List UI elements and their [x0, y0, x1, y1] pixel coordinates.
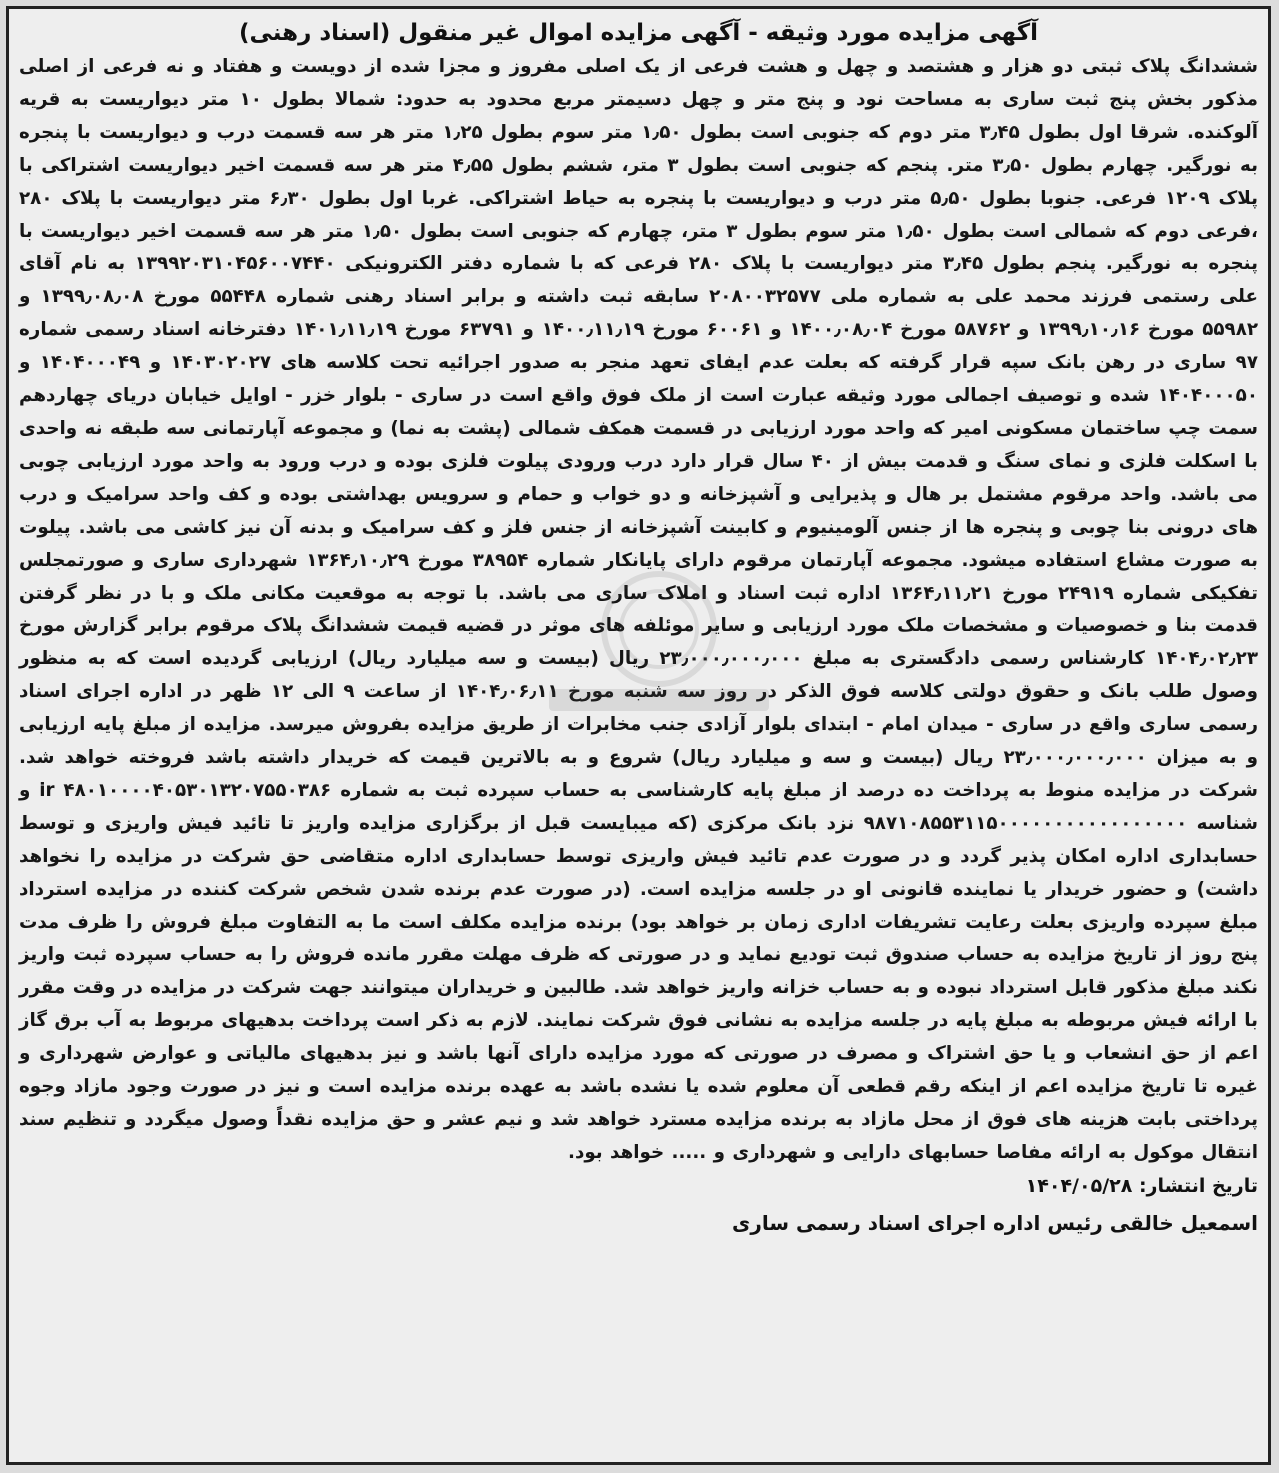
signature-line: اسمعیل خالقی رئیس اداره اجرای اسناد رسمی ساری [732, 1210, 1258, 1235]
notice-body: ششدانگ پلاک ثبتی دو هزار و هشتصد و چهل و هشت فرعی از یک اصلی مفروز و مجزا شده از دویست و هفتاد و نه فرعی از اصلی مذکور بخش پنج ثبت ساری به مساحت نود و پنج متر و چهل دسیمتر مربع محدود به حدود: شمالا بطول ۱۰ متر دیواریست به قریه آلوکنده. شرقا اول بطول ۳٫۴۵ متر دوم که جنوبی است بطول ۱٫۵۰ متر سوم بطول ۱٫۲۵ متر هر سه قسمت درب و دیواریست با پنجره به نورگیر. چهارم بطول ۳٫۵۰ متر. پنجم که جنوبی است بطول ۳ متر، ششم بطول ۴٫۵۵ متر هر سه قسمت اخیر دیواریست اشتراکی با پلاک ۱۲۰۹ فرعی. جنوبا بطول ۵٫۵۰ متر درب و دیواریست با پنجره به حیاط اشتراکی. غربا اول بطول ۶٫۳۰ متر دیواریست با پلاک ۲۸۰ ،فرعی دوم که شمالی است بطول ۱٫۵۰ متر سوم بطول ۳ متر، چهارم که جنوبی است بطول ۱٫۵۰ متر هر سه قسمت اخیر دیواریست با پنجره به نورگیر. پنجم بطول ۳٫۴۵ متر دیواریست با پلاک ۲۸۰ فرعی که با شماره دفتر الکترونیکی ۱۳۹۹۲۰۳۱۰۴۵۶۰۰۷۴۴۰ به نام آقای علی رستمی فرزند محمد علی به شماره ملی ۲۰۸۰۰۳۲۵۷۷ سابقه ثبت داشته و برابر اسناد رهنی شماره ۵۵۴۴۸ مورخ ۱۳۹۹٫۰۸٫۰۸ و ۵۵۹۸۲ مورخ ۱۳۹۹٫۱۰٫۱۶ و ۵۸۷۶۲ مورخ ۱۴۰۰٫۰۸٫۰۴ و ۶۰۰۶۱ مورخ ۱۴۰۰٫۱۱٫۱۹ و ۶۳۷۹۱ مورخ ۱۴۰۱٫۱۱٫۱۹ دفترخانه اسناد رسمی شماره ۹۷ ساری در رهن بانک سپه قرار گرفته که بعلت عدم ایفای تعهد منجر به صدور اجرائیه تحت کلاسه های ۱۴۰۳۰۲۰۲۷ و ۱۴۰۴۰۰۰۴۹ و ۱۴۰۴۰۰۰۵۰ شده و توصیف اجمالی مورد وثیقه عبارت است از ملک فوق واقع است در ساری - بلوار خزر - اوایل خیابان دریای چهاردهم سمت چپ ساختمان مسکونی امیر که واحد مورد ارزیابی در قسمت همکف شمالی (پشت به نما) و مجموعه آپارتمانی سه طبقه نه واحدی با اسکلت فلزی و نمای سنگ و قدمت بیش از ۴۰ سال قرار دارد درب ورودی پیلوت فلزی بوده و درب ورود به واحد مورد ارزیابی چوبی می باشد. واحد مرقوم مشتمل بر هال و پذیرایی و آشپزخانه و دو خواب و حمام و سرویس بهداشتی بوده و کف واحد سرامیک و درب های درونی بنا چوبی و پنجره ها از جنس آلومینیوم و کابینت آشپزخانه از جنس فلز و کف سرامیک و بدنه آن نیز کاشی می باشد. پیلوت به صورت مشاع استفاده میشود. مجموعه آپارتمان مرقوم دارای پایانکار شماره ۳۸۹۵۴ مورخ ۱۳۶۴٫۱۰٫۲۹ شهرداری ساری و صورتمجلس تفکیکی شماره ۲۴۹۱۹ مورخ ۱۳۶۴٫۱۱٫۲۱ اداره ثبت اسناد و املاک ساری می باشد. با توجه به موقعیت مکانی ملک و با در نظر گرفتن قدمت بنا و خصوصیات و مشخصات ملک مورد ارزیابی و سایر موئلفه های موثر در قضیه قیمت ششدانگ پلاک مرقوم برابر گزارش مورخ ۱۴۰۴٫۰۲٫۲۳ کارشناس رسمی دادگستری به مبلغ ۲۳٫۰۰۰٫۰۰۰٫۰۰۰ ریال (بیست و سه میلیارد ریال) ارزیابی گردیده است که به منظور وصول طلب بانک و حقوق دولتی کلاسه فوق الذکر در روز سه شنبه مورخ ۱۴۰۴٫۰۶٫۱۱ از ساعت ۹ الی ۱۲ ظهر در اداره اجرای اسناد رسمی ساری واقع در ساری - میدان امام - ابتدای بلوار آزادی جنب مخابرات از طریق مزایده بفروش میرسد. مزایده از مبلغ پایه ارزیابی و به میزان ۲۳٫۰۰۰٫۰۰۰٫۰۰۰ ریال (بیست و سه و میلیارد ریال) شروع و به بالاترین قیمت که خریدار داشته باشد فروخته خواهد شد. شرکت در مزایده منوط به پرداخت ده درصد از مبلغ پایه کارشناسی به حساب سپرده ثبت به شماره ۴۸۰۱۰۰۰۰۴۰۵۳۰۱۳۲۰۷۵۵۰۳۸۶ ir و شناسه ۹۸۷۱۰۸۵۵۳۱۱۵۰۰۰۰۰۰۰۰۰۰۰۰۰۰۰۰۰ نزد بانک مرکزی (که میبایست قبل از برگزاری مزایده واریز تا تائید فیش واریزی و توسط حسابداری اداره امکان پذیر گردد و در صورت عدم تائید فیش واریزی توسط حسابداری اداره متقاضی حق شرکت در مزایده را نخواهد داشت) و حضور خریدار یا نماینده قانونی او در جلسه مزایده است. (در صورت عدم برنده شدن شخص شرکت کننده در مزایده استرداد مبلغ سپرده واریزی بعلت رعایت تشریفات اداری زمان بر خواهد بود) برنده مزایده مکلف است ما به التفاوت مبلغ فروش را ظرف مدت پنج روز از تاریخ مزایده به حساب صندوق ثبت تودیع نماید و در صورتی که ظرف مهلت مقرر مانده فروش را به حساب سپرده ثبت واریز نکند مبلغ مذکور قابل استرداد نبوده و به حساب خزانه واریز خواهد شد. طالبین و خریداران میتوانند جهت شرکت در مزایده در وقت مقرر با ارائه فیش مربوطه به مبلغ پایه در جلسه مزایده به نشانی فوق شرکت نمایند. لازم به ذکر است پرداخت بدهیهای مربوط به آب برق گاز اعم از حق انشعاب و یا حق اشتراک و مصرف در صورتی که مورد مزایده دارای آنها باشد و نیز بدهیهای مالیاتی و عوارض شهرداری و غیره تا تاریخ مزایده اعم از اینکه رقم قطعی آن معلوم شده یا نشده باشد به عهده برنده مزایده است و نیز در صورت وجود مازاد وجوه پرداختی بابت هزینه های فوق از محل مازاد به برنده مزایده مسترد خواهد شد و نیم عشر و حق مزایده نقداً وصول میگردد و تنظیم سند انتقال موکول به ارائه مفاصا حسابهای دارایی و شهرداری و ..... خواهد بود. [19, 56, 1259, 1163]
publication-date: تاریخ انتشار: ۱۴۰۴/۰۵/۲۸ [1025, 1174, 1258, 1197]
notice-frame [6, 6, 1271, 1465]
notice-title: آگهی مزایده مورد وثیقه - آگهی مزایده اموال غیر منقول (اسناد رهنی) [239, 20, 1038, 46]
